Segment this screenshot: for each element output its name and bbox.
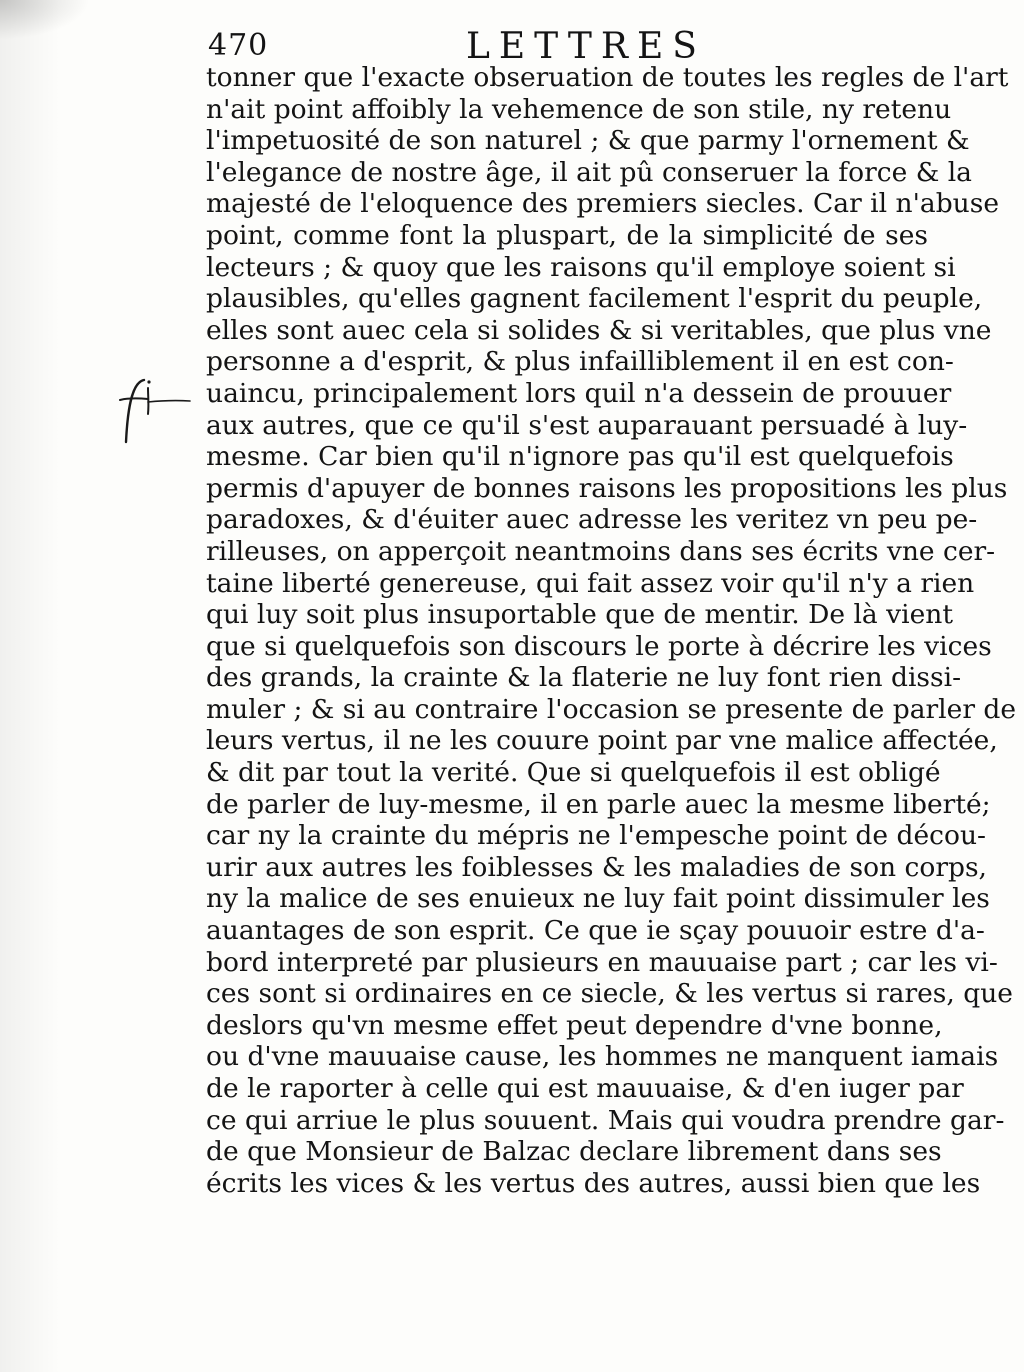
text-line: elles sont auec cela si solides & si veritables, que plus vne xyxy=(206,314,992,346)
text-line: lecteurs ; & quoy que les raisons qu'il employe soient si xyxy=(206,251,956,283)
text-line: car ny la crainte du mépris ne l'empesche point de décou- xyxy=(206,820,986,852)
text-line: ce qui arriue le plus souuent. Mais qui voudra prendre gar- xyxy=(206,1104,1005,1136)
text-line: que si quelquefois son discours le porte à décrire les vices xyxy=(206,630,992,662)
running-title: LETTRES xyxy=(466,26,706,67)
handwritten-fi-mark xyxy=(118,374,198,454)
body-text xyxy=(206,62,1017,1199)
text-line: de que Monsieur de Balzac declare librement dans ses xyxy=(206,1136,942,1168)
text-line: l'impetuosité de son naturel ; & que parmy l'ornement & xyxy=(206,125,970,157)
text-line: urir aux autres les foiblesses & les maladies de son corps, xyxy=(206,851,987,883)
text-line: mesme. Car bien qu'il n'ignore pas qu'il est quelquefois xyxy=(206,441,954,473)
text-line: ny la malice de ses enuieux ne luy fait point dissimuler les xyxy=(206,883,990,915)
text-line: bord interpreté par plusieurs en mauuaise part ; car les vi- xyxy=(206,946,998,978)
text-line: majesté de l'eloquence des premiers siecles. Car il n'abuse xyxy=(206,188,1000,220)
text-line: tonner que l'exacte obseruation de toutes les regles de l'art xyxy=(206,62,1009,93)
text-line: des grands, la crainte & la flaterie ne luy font rien dissi- xyxy=(206,662,962,694)
page-header xyxy=(208,20,928,66)
text-line: muler ; & si au contraire l'occasion se presente de parler de xyxy=(206,693,1017,725)
text-line: leurs vertus, il ne les couure point par vne malice affectée, xyxy=(206,725,998,757)
text-line: personne a d'esprit, & plus infailliblement il en est con- xyxy=(206,346,954,378)
text-line: auantages de son esprit. Ce que ie sçay pouuoir estre d'a- xyxy=(206,915,985,947)
text-line: plausibles, qu'elles gagnent facilement l'esprit du peuple, xyxy=(206,283,983,315)
text-line: uaincu, principalement lors quil n'a dessein de prouuer xyxy=(206,377,952,409)
text-line: point, comme font la pluspart, de la simplicité de ses xyxy=(206,219,928,251)
text-line: paradoxes, & d'éuiter auec adresse les veritez vn peu pe- xyxy=(206,504,978,536)
text-line: qui luy soit plus insuportable que de mentir. De là vient xyxy=(206,599,953,631)
text-line: ou d'vne mauuaise cause, les hommes ne manquent iamais xyxy=(206,1041,999,1073)
text-line: l'elegance de nostre âge, il ait pû conseruer la force & la xyxy=(206,156,972,188)
handwritten-margin-note xyxy=(118,374,198,454)
text-line: deslors qu'vn mesme effet peut dependre d'vne bonne, xyxy=(206,1009,943,1041)
text-line: de le raporter à celle qui est mauuaise, & d'en iuger par xyxy=(206,1073,964,1104)
text-line: n'ait point affoibly la vehemence de son stile, ny retenu xyxy=(206,93,952,125)
text-line: & dit par tout la verité. Que si quelquefois il est obligé xyxy=(206,757,941,789)
text-line: écrits les vices & les vertus des autres, aussi bien que les xyxy=(206,1167,981,1199)
text-line: taine liberté genereuse, qui fait assez voir qu'il n'y a rien xyxy=(206,567,975,599)
text-line: ces sont si ordinaires en ce siecle, & les vertus si rares, que xyxy=(206,978,1013,1010)
text-line: de parler de luy-mesme, il en parle auec la mesme liberté; xyxy=(206,788,991,820)
text-line: rilleuses, on apperçoit neantmoins dans ses écrits vne cer- xyxy=(206,535,996,567)
text-line: aux autres, que ce qu'il s'est auparauant persuadé à luy- xyxy=(206,409,968,441)
page-edge-shadow xyxy=(0,0,60,1372)
text-line: permis d'apuyer de bonnes raisons les propositions les plus xyxy=(206,472,1008,504)
page-number: 470 xyxy=(208,28,269,63)
corner-shadow xyxy=(0,0,90,40)
